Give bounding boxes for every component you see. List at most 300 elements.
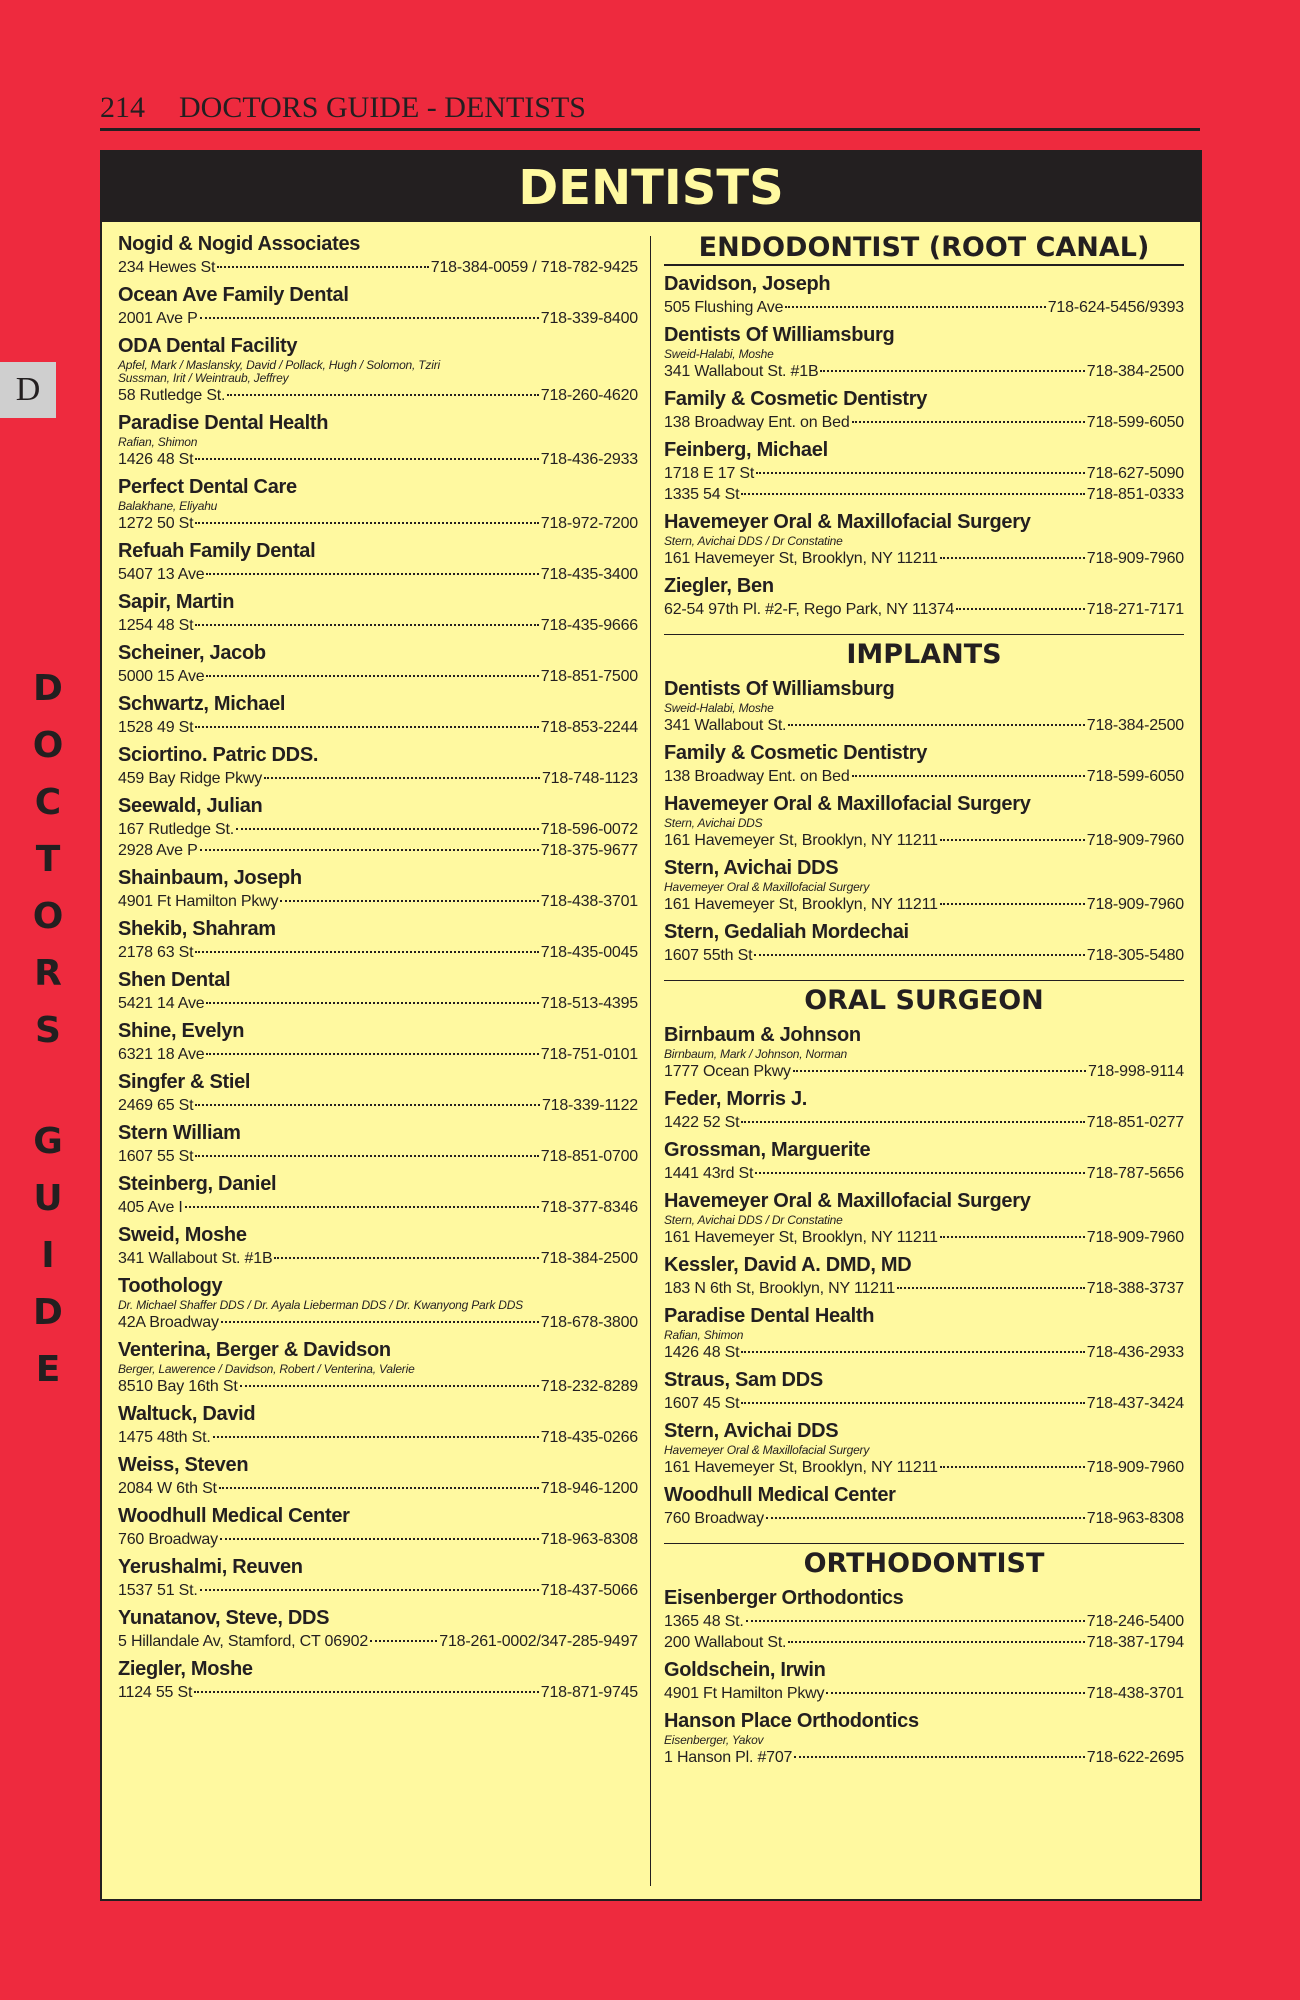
- dot-leader: [240, 1385, 539, 1387]
- dot-leader: [756, 472, 1085, 474]
- listing-phone[interactable]: 718-963-8308: [540, 1531, 638, 1548]
- listing-entry: [118, 1555, 638, 1601]
- listing-address: 5 Hillandale Av, Stamford, CT 06902: [118, 1633, 369, 1650]
- dot-leader: [940, 903, 1085, 905]
- listing-phone[interactable]: 718-435-3400: [540, 566, 638, 583]
- listing-phone[interactable]: 718-599-6050: [1086, 768, 1184, 785]
- listing-entry: [118, 1504, 638, 1550]
- listing-entry: [118, 1121, 638, 1167]
- dot-leader: [785, 306, 1045, 308]
- listing-address: 2001 Ave P: [118, 310, 198, 327]
- listing-address: 1537 51 St.: [118, 1582, 198, 1599]
- listing-line: [664, 1457, 1184, 1478]
- listing-name: Woodhull Medical Center: [664, 1484, 896, 1506]
- listing-phone[interactable]: 718-437-5066: [540, 1582, 638, 1599]
- column-divider: [650, 236, 651, 1886]
- listing-entry: [664, 1304, 1184, 1363]
- listing-entry: [118, 1223, 638, 1269]
- listing-address: 1 Hanson Pl. #707: [664, 1749, 793, 1766]
- listing-line: [118, 942, 638, 963]
- listing-address: 2928 Ave P: [118, 842, 198, 859]
- listing-entry: [118, 232, 638, 278]
- listing-line: [118, 1095, 638, 1116]
- listing-address: 138 Broadway Ent. on Bed: [664, 414, 850, 431]
- listing-address: 5000 15 Ave: [118, 668, 205, 685]
- listing-name: Feder, Morris J.: [664, 1088, 808, 1110]
- listing-line: [664, 766, 1184, 787]
- listing-name: Birnbaum & Johnson: [664, 1024, 861, 1046]
- listing-line: [664, 599, 1184, 620]
- listing-staff: Berger, Lawerence / Davidson, Robert / Venterina, Valerie: [118, 1362, 415, 1376]
- listing-name: Dentists Of Williamsburg: [664, 324, 895, 346]
- dot-leader: [820, 370, 1084, 372]
- listing-entry: [118, 334, 638, 406]
- listing-name: Grossman, Marguerite: [664, 1139, 871, 1161]
- listing-phone[interactable]: 718-972-7200: [540, 515, 638, 532]
- side-title-gap: [26, 1059, 70, 1113]
- dot-leader: [940, 557, 1085, 559]
- listing-phone[interactable]: 718-438-3701: [1086, 1685, 1184, 1702]
- section-heading: ORAL SURGEON: [664, 980, 1184, 1017]
- listing-phone[interactable]: 718-851-0700: [540, 1148, 638, 1165]
- dot-leader: [741, 1351, 1084, 1353]
- listing-address: 161 Havemeyer St, Brooklyn, NY 11211: [664, 832, 938, 849]
- listing-staff: Balakhane, Eliyahu: [118, 499, 218, 513]
- dot-leader: [206, 1053, 538, 1055]
- listing-address: 1335 54 St: [664, 486, 740, 503]
- listing-phone[interactable]: 718-388-3737: [1086, 1280, 1184, 1297]
- listing-line: [118, 768, 638, 789]
- listing-address: 167 Rutledge St.: [118, 821, 234, 838]
- side-title-letter: O: [32, 896, 64, 937]
- side-title-letter: T: [35, 839, 61, 880]
- listing-line: [118, 666, 638, 687]
- dot-leader: [897, 1287, 1085, 1289]
- listing-phone[interactable]: 718-909-7960: [1086, 1229, 1184, 1246]
- side-title-letter: E: [35, 1349, 61, 1390]
- listing-entry: [664, 741, 1184, 787]
- listing-address: 1426 48 St: [664, 1344, 740, 1361]
- listing-address: 405 Ave I: [118, 1199, 183, 1216]
- listing-phone[interactable]: 718-387-1794: [1086, 1634, 1184, 1651]
- listing-staff: Sweid-Halabi, Moshe: [664, 701, 774, 715]
- listing-phone[interactable]: 718-384-2500: [1086, 363, 1184, 380]
- listing-staff: Rafian, Shimon: [118, 435, 198, 449]
- listing-entry: [118, 641, 638, 687]
- dot-leader: [794, 1756, 1085, 1758]
- listing-staff: Rafian, Shimon: [664, 1328, 744, 1342]
- listing-entry: [664, 1368, 1184, 1414]
- dot-leader: [206, 573, 538, 575]
- listing-name: Yerushalmi, Reuven: [118, 1556, 303, 1578]
- listing-staff: Sussman, Irit / Weintraub, Jeffrey: [118, 371, 289, 385]
- listing-address: 1426 48 St: [118, 451, 194, 468]
- listing-line: [664, 1632, 1184, 1653]
- listing-phone[interactable]: 718-246-5400: [1086, 1613, 1184, 1630]
- dot-leader: [793, 1070, 1086, 1072]
- listing-address: 1124 55 St: [118, 1684, 193, 1701]
- right-column: [664, 232, 1184, 1773]
- listing-address: 1718 E 17 St: [664, 465, 755, 482]
- listing-line: [664, 894, 1184, 915]
- listing-phone[interactable]: 718-909-7960: [1086, 1459, 1184, 1476]
- listing-line: [664, 830, 1184, 851]
- listing-entry: [118, 1402, 638, 1448]
- listing-phone[interactable]: 718-909-7960: [1086, 832, 1184, 849]
- listing-line: [118, 564, 638, 585]
- listing-name: Perfect Dental Care: [118, 476, 297, 498]
- listing-line: [664, 1163, 1184, 1184]
- dot-leader: [852, 421, 1085, 423]
- dot-leader: [200, 1589, 539, 1591]
- listing-address: 1422 52 St: [664, 1114, 740, 1131]
- listing-line: [664, 1747, 1184, 1768]
- dot-leader: [766, 1517, 1085, 1519]
- listing-phone[interactable]: 718-624-5456/9393: [1047, 299, 1184, 316]
- listing-entry: [664, 1138, 1184, 1184]
- dot-leader: [741, 493, 1084, 495]
- listing-entry: [664, 1087, 1184, 1133]
- dot-leader: [956, 608, 1084, 610]
- dot-leader: [195, 726, 538, 728]
- listing-name: Woodhull Medical Center: [118, 1505, 350, 1527]
- dot-leader: [236, 828, 539, 830]
- listing-entry: [664, 438, 1184, 505]
- listing-line: [118, 513, 638, 534]
- listing-line: [664, 1393, 1184, 1414]
- listing-entry: [118, 1657, 638, 1703]
- listing-address: 138 Broadway Ent. on Bed: [664, 768, 850, 785]
- listing-line: [664, 715, 1184, 736]
- section-heading: ENDODONTIST (ROOT CANAL): [664, 232, 1184, 266]
- listing-name: Feinberg, Michael: [664, 439, 828, 461]
- dot-leader: [194, 1691, 539, 1693]
- listing-phone[interactable]: 718-377-8346: [540, 1199, 638, 1216]
- listing-line: [664, 1061, 1184, 1082]
- dot-leader: [826, 1692, 1084, 1694]
- dot-leader: [200, 317, 539, 319]
- listing-staff: Havemeyer Oral & Maxillofacial Surgery: [664, 880, 870, 894]
- listing-name: Waltuck, David: [118, 1403, 256, 1425]
- listing-line: [118, 717, 638, 738]
- listing-phone[interactable]: 718-853-2244: [540, 719, 638, 736]
- listing-line: [118, 993, 638, 1014]
- listing-entry: [118, 1070, 638, 1116]
- listing-address: 161 Havemeyer St, Brooklyn, NY 11211: [664, 896, 938, 913]
- listing-entry: [664, 1586, 1184, 1653]
- listing-name: Shainbaum, Joseph: [118, 867, 302, 889]
- listing-entry: [664, 510, 1184, 569]
- page-header: [100, 88, 1200, 131]
- listing-address: 62-54 97th Pl. #2-F, Rego Park, NY 11374: [664, 601, 955, 618]
- listing-entry: [664, 387, 1184, 433]
- listing-entry: [118, 743, 638, 789]
- listing-phone[interactable]: 718-384-0059 / 718-782-9425: [430, 259, 638, 276]
- dot-leader: [370, 1640, 437, 1642]
- dot-leader: [195, 951, 538, 953]
- listing-address: 1777 Ocean Pkwy: [664, 1063, 791, 1080]
- listing-address: 183 N 6th St, Brooklyn, NY 11211: [664, 1280, 896, 1297]
- listing-name: Toothology: [118, 1275, 223, 1297]
- section-heading: ORTHODONTIST: [664, 1543, 1184, 1580]
- listing-phone[interactable]: 718-998-9114: [1087, 1063, 1184, 1080]
- listing-entry: [664, 792, 1184, 851]
- listing-line: [664, 1342, 1184, 1363]
- dot-leader: [280, 900, 538, 902]
- listing-name: Hanson Place Orthodontics: [664, 1710, 919, 1732]
- listing-phone[interactable]: 718-871-9745: [540, 1684, 638, 1701]
- listing-staff: Birnbaum, Mark / Johnson, Norman: [664, 1047, 848, 1061]
- listing-name: Steinberg, Daniel: [118, 1173, 277, 1195]
- dot-leader: [940, 839, 1085, 841]
- listing-entry: [664, 1709, 1184, 1768]
- listing-name: Stern William: [118, 1122, 241, 1144]
- listing-name: Ziegler, Moshe: [118, 1658, 253, 1680]
- listing-name: Havemeyer Oral & Maxillofacial Surgery: [664, 1190, 1031, 1212]
- listing-entry: [118, 283, 638, 329]
- listing-entry: [118, 1274, 638, 1333]
- listing-phone[interactable]: 718-271-7171: [1086, 601, 1184, 618]
- dot-leader: [274, 1257, 538, 1259]
- listing-phone[interactable]: 718-851-0333: [1086, 486, 1184, 503]
- listing-name: Yunatanov, Steve, DDS: [118, 1607, 330, 1629]
- listing-address: 1607 55th St: [664, 947, 753, 964]
- listing-address: 234 Hewes St: [118, 259, 216, 276]
- listing-line: [118, 1529, 638, 1550]
- listing-entry: [664, 1483, 1184, 1529]
- listing-address: 1607 45 St: [664, 1395, 740, 1412]
- listing-line: [118, 385, 638, 406]
- listing-address: 2084 W 6th St: [118, 1480, 217, 1497]
- dot-leader: [788, 1641, 1084, 1643]
- listing-name: Refuah Family Dental: [118, 540, 316, 562]
- listing-line: [664, 1278, 1184, 1299]
- listing-entry: [118, 475, 638, 534]
- listing-address: 5407 13 Ave: [118, 566, 205, 583]
- listing-name: Family & Cosmetic Dentistry: [664, 742, 928, 764]
- listing-name: Seewald, Julian: [118, 795, 263, 817]
- listing-line: [664, 297, 1184, 318]
- dot-leader: [221, 1321, 539, 1323]
- listing-entry: [118, 692, 638, 738]
- listing-phone[interactable]: 718-438-3701: [540, 893, 638, 910]
- page-number: 214: [100, 91, 145, 124]
- listing-line: [664, 1508, 1184, 1529]
- listing-entry: [664, 1189, 1184, 1248]
- listing-entry: [118, 1338, 638, 1397]
- listing-line: [118, 308, 638, 329]
- side-title-letter: I: [41, 1235, 55, 1276]
- listing-address: 200 Wallabout St.: [664, 1634, 787, 1651]
- listing-address: 5421 14 Ave: [118, 995, 205, 1012]
- listing-name: Sciortino. Patric DDS.: [118, 744, 319, 766]
- listing-address: 2469 65 St: [118, 1097, 194, 1114]
- listing-address: 161 Havemeyer St, Brooklyn, NY 11211: [664, 1459, 938, 1476]
- listing-address: 1475 48th St.: [118, 1429, 211, 1446]
- listing-name: Shine, Evelyn: [118, 1020, 245, 1042]
- listing-name: Kessler, David A. DMD, MD: [664, 1254, 912, 1276]
- listing-entry: [664, 677, 1184, 736]
- listing-address: 341 Wallabout St. #1B: [664, 363, 819, 380]
- dot-leader: [195, 1104, 540, 1106]
- directory-panel: [100, 150, 1202, 1901]
- listing-entry: [664, 574, 1184, 620]
- left-column: [118, 232, 638, 1708]
- listing-name: Havemeyer Oral & Maxillofacial Surgery: [664, 793, 1031, 815]
- listing-name: Davidson, Joseph: [664, 273, 831, 295]
- listing-address: 1441 43rd St: [664, 1165, 754, 1182]
- listing-phone[interactable]: 718-384-2500: [1086, 717, 1184, 734]
- listing-phone[interactable]: 718-678-3800: [540, 1314, 638, 1331]
- side-title-letter: C: [34, 782, 62, 823]
- listing-phone[interactable]: 718-748-1123: [541, 770, 638, 787]
- listing-line: [664, 1112, 1184, 1133]
- listing-name: Stern, Avichai DDS: [664, 1420, 839, 1442]
- dot-leader: [227, 394, 538, 396]
- listing-staff: Sweid-Halabi, Moshe: [664, 347, 774, 361]
- listing-phone[interactable]: 718-909-7960: [1086, 896, 1184, 913]
- listing-phone[interactable]: 718-261-0002/347-285-9497: [439, 1633, 638, 1650]
- dot-leader: [741, 1121, 1084, 1123]
- listing-address: 341 Wallabout St.: [664, 717, 787, 734]
- listing-entry: [118, 411, 638, 470]
- listing-name: Shekib, Shahram: [118, 918, 276, 940]
- side-title-letter: D: [33, 668, 63, 709]
- listing-phone[interactable]: 718-339-8400: [540, 310, 638, 327]
- listing-entry: [118, 539, 638, 585]
- listing-line: [664, 361, 1184, 382]
- dot-leader: [195, 624, 538, 626]
- listing-line: [118, 1631, 638, 1652]
- listing-address: 58 Rutledge St.: [118, 387, 226, 404]
- listing-phone[interactable]: 718-305-5480: [1086, 947, 1184, 964]
- listing-name: Ziegler, Ben: [664, 575, 774, 597]
- dot-leader: [200, 849, 539, 851]
- listing-name: Goldschein, Irwin: [664, 1659, 826, 1681]
- dot-leader: [741, 1402, 1084, 1404]
- side-title-letter: G: [33, 1121, 63, 1162]
- listing-entry: [664, 920, 1184, 966]
- dot-leader: [195, 458, 538, 460]
- listing-address: 505 Flushing Ave: [664, 299, 784, 316]
- listing-line: [118, 1197, 638, 1218]
- side-title-letter: S: [35, 1010, 61, 1051]
- listing-name: Dentists Of Williamsburg: [664, 678, 895, 700]
- listing-address: 6321 18 Ave: [118, 1046, 205, 1063]
- listing-phone[interactable]: 718-435-0266: [540, 1429, 638, 1446]
- listing-address: 1528 49 St: [118, 719, 194, 736]
- listing-address: 4901 Ft Hamilton Pkwy: [664, 1685, 825, 1702]
- listing-name: Venterina, Berger & Davidson: [118, 1339, 391, 1361]
- listing-phone[interactable]: 718-436-2933: [1086, 1344, 1184, 1361]
- listing-address: 42A Broadway: [118, 1314, 219, 1331]
- listing-phone[interactable]: 718-435-0045: [540, 944, 638, 961]
- listing-name: Family & Cosmetic Dentistry: [664, 388, 928, 410]
- dot-leader: [195, 522, 538, 524]
- listing-phone[interactable]: 718-751-0101: [540, 1046, 638, 1063]
- listing-entry: [664, 1419, 1184, 1478]
- listing-phone[interactable]: 718-622-2695: [1086, 1749, 1184, 1766]
- listing-staff: Stern, Avichai DDS / Dr Constatine: [664, 534, 843, 548]
- listing-staff: Stern, Avichai DDS: [664, 816, 763, 830]
- listing-phone[interactable]: 718-963-8308: [1086, 1510, 1184, 1527]
- listing-phone[interactable]: 718-909-7960: [1086, 550, 1184, 567]
- listing-line: [664, 548, 1184, 569]
- listing-phone[interactable]: 718-384-2500: [540, 1250, 638, 1267]
- page-header-title: DOCTORS GUIDE - DENTISTS: [179, 91, 586, 124]
- listing-line: [664, 484, 1184, 505]
- listing-phone[interactable]: 718-437-3424: [1086, 1395, 1184, 1412]
- dot-leader: [940, 1466, 1085, 1468]
- listing-phone[interactable]: 718-787-5656: [1086, 1165, 1184, 1182]
- listing-entry: [664, 1023, 1184, 1082]
- listing-address: 161 Havemeyer St, Brooklyn, NY 11211: [664, 1229, 938, 1246]
- side-title-letter: R: [34, 953, 62, 994]
- listing-phone[interactable]: 718-339-1122: [541, 1097, 638, 1114]
- listing-line: [664, 412, 1184, 433]
- listing-name: Shen Dental: [118, 969, 231, 991]
- listing-phone[interactable]: 718-436-2933: [540, 451, 638, 468]
- dot-leader: [195, 1155, 538, 1157]
- listing-entry: [118, 917, 638, 963]
- dot-leader: [206, 1002, 538, 1004]
- listing-phone[interactable]: 718-599-6050: [1086, 414, 1184, 431]
- listing-phone[interactable]: 718-946-1200: [540, 1480, 638, 1497]
- listing-phone[interactable]: 718-851-0277: [1086, 1114, 1184, 1131]
- listing-phone[interactable]: 718-435-9666: [540, 617, 638, 634]
- listing-line: [664, 1611, 1184, 1632]
- listing-entry: [118, 866, 638, 912]
- listing-name: Paradise Dental Health: [118, 412, 329, 434]
- listing-address: 2178 63 St: [118, 944, 194, 961]
- directory-banner: DENTISTS: [102, 152, 1200, 222]
- dot-leader: [852, 775, 1085, 777]
- listing-address: 8510 Bay 16th St: [118, 1378, 238, 1395]
- listing-phone[interactable]: 718-260-4620: [540, 387, 638, 404]
- dot-leader: [788, 724, 1084, 726]
- side-title-letter: U: [33, 1178, 63, 1219]
- listing-entry: [118, 1019, 638, 1065]
- listing-name: Stern, Avichai DDS: [664, 857, 839, 879]
- listing-phone[interactable]: 718-232-8289: [540, 1378, 638, 1395]
- side-title-letter: O: [32, 725, 64, 766]
- listing-phone[interactable]: 718-596-0072: [540, 821, 638, 838]
- listing-line: [118, 1044, 638, 1065]
- listing-name: Havemeyer Oral & Maxillofacial Surgery: [664, 511, 1031, 533]
- listing-entry: [664, 323, 1184, 382]
- dot-leader: [940, 1236, 1085, 1238]
- listing-address: 760 Broadway: [118, 1531, 218, 1548]
- listing-name: Eisenberger Orthodontics: [664, 1587, 904, 1609]
- listing-address: 4901 Ft Hamilton Pkwy: [118, 893, 279, 910]
- listing-line: [118, 1312, 638, 1333]
- listing-name: Stern, Gedaliah Mordechai: [664, 921, 909, 943]
- listing-address: 1607 55 St: [118, 1148, 194, 1165]
- section-tab[interactable]: D: [0, 362, 56, 418]
- listing-name: Straus, Sam DDS: [664, 1369, 823, 1391]
- listing-phone[interactable]: 718-513-4395: [540, 995, 638, 1012]
- listing-phone[interactable]: 718-375-9677: [540, 842, 638, 859]
- dot-leader: [220, 1538, 539, 1540]
- listing-phone[interactable]: 718-627-5090: [1086, 465, 1184, 482]
- listing-address: 1272 50 St: [118, 515, 194, 532]
- dot-leader: [185, 1206, 539, 1208]
- listing-entry: [118, 1453, 638, 1499]
- listing-entry: [118, 794, 638, 861]
- listing-line: [118, 1682, 638, 1703]
- listing-phone[interactable]: 718-851-7500: [540, 668, 638, 685]
- listing-line: [664, 1227, 1184, 1248]
